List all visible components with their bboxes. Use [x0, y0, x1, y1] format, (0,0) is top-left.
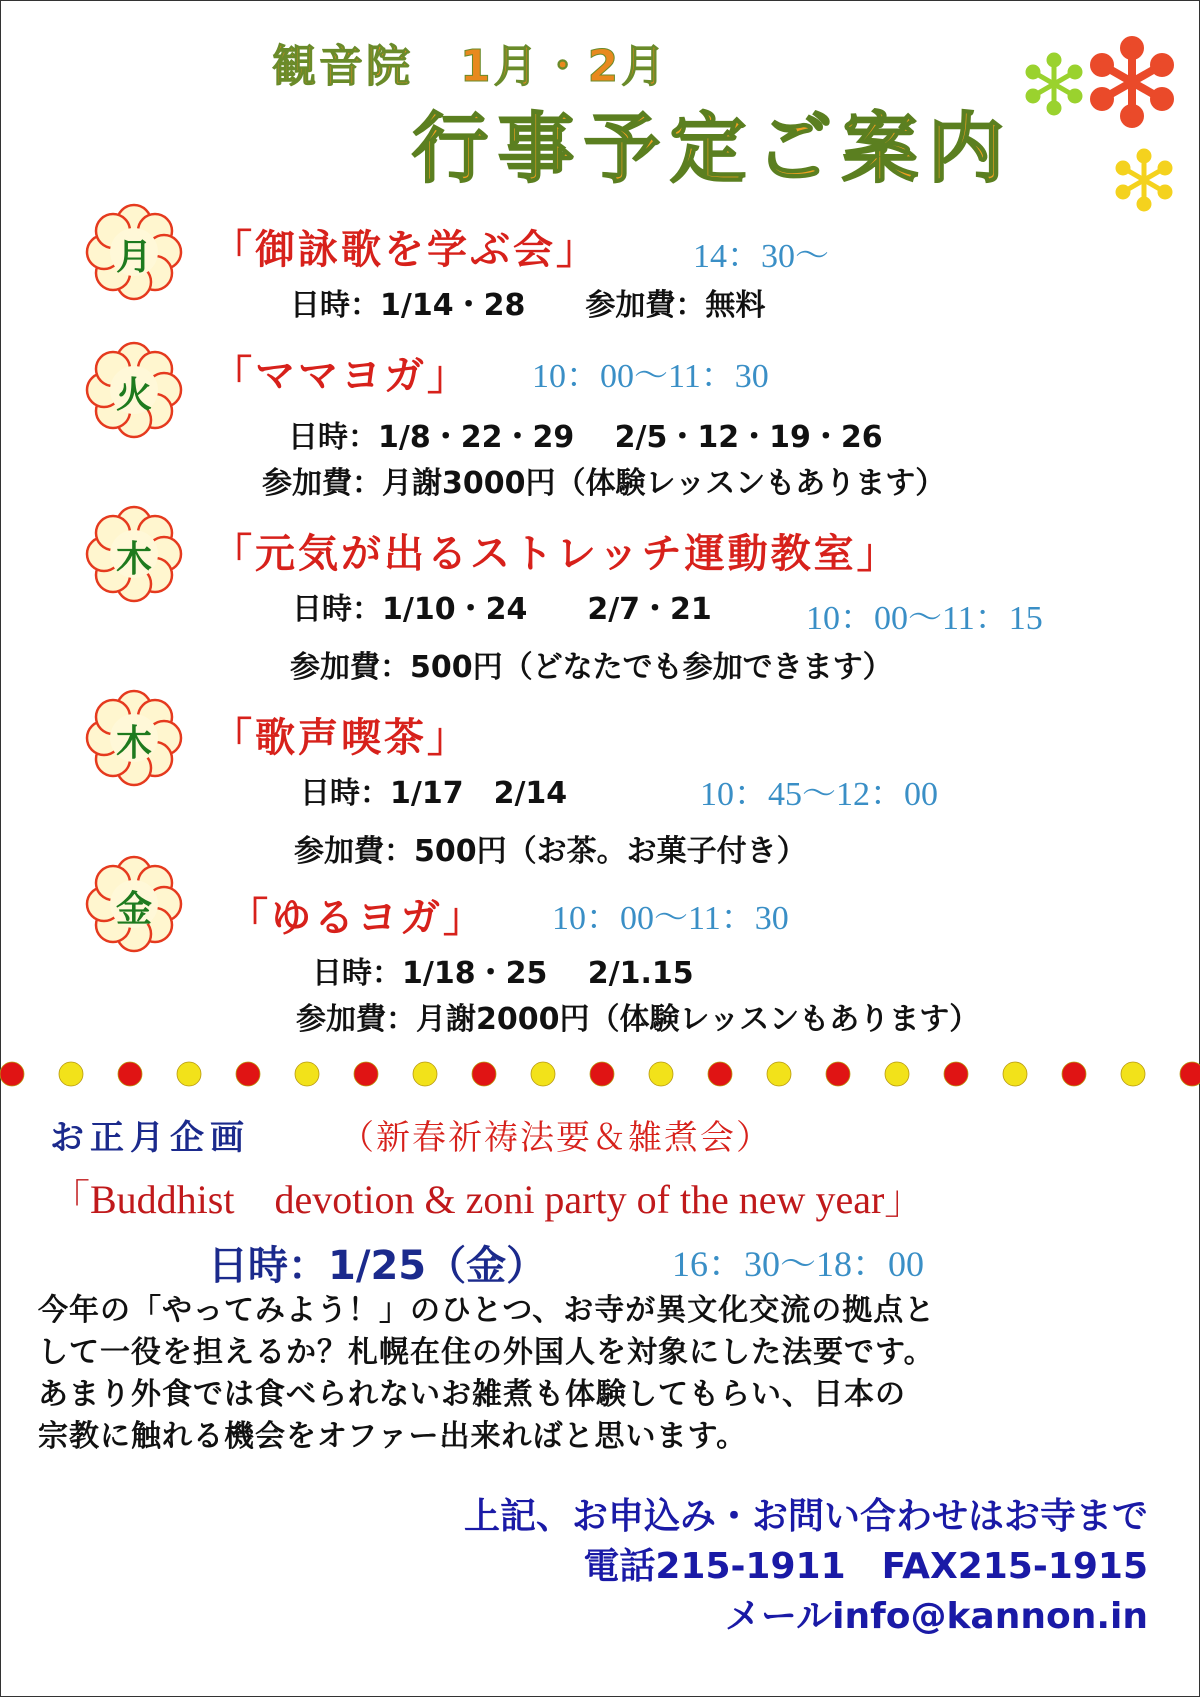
divider-dot — [354, 1062, 378, 1086]
snowflake-yellow-icon — [1110, 146, 1178, 214]
divider-dot — [531, 1062, 555, 1086]
event-time: 10：45～12：00 — [700, 776, 938, 813]
day-label: 火 — [115, 375, 152, 416]
event-time: 14：30～ — [693, 238, 829, 275]
divider-dot — [1003, 1062, 1027, 1086]
divider-dot — [767, 1062, 791, 1086]
divider-dot — [118, 1062, 142, 1086]
event-name: 「御詠歌を学ぶ会」 — [212, 227, 599, 273]
divider-dot — [472, 1062, 496, 1086]
event-date-line: 日時：1/8・22・29 2/5・12・19・26 — [288, 420, 883, 455]
divider-dot — [177, 1062, 201, 1086]
event-name: 「ゆるヨガ」 — [228, 895, 486, 941]
divider-dot — [649, 1062, 673, 1086]
day-label: 金 — [115, 889, 152, 930]
snowflake-red-icon — [1084, 34, 1180, 130]
header-subtitle: 観音院 1月・2月 — [272, 41, 669, 92]
divider-dot — [944, 1062, 968, 1086]
description-paragraph — [38, 1290, 935, 1458]
contact-note: 上記、お申込み・お問い合わせはお寺まで — [463, 1496, 1148, 1537]
event-fee-line: 参加費：500円（お茶。お菓子付き） — [294, 834, 807, 869]
divider-dot — [236, 1062, 260, 1086]
page-title: 行事予定ご案内 — [412, 104, 1014, 193]
day-label: 木 — [115, 539, 152, 580]
event-time: 10：00～11：30 — [552, 900, 789, 937]
event-date-line: 日時：1/17 2/14 — [300, 776, 568, 811]
divider-dot — [1180, 1062, 1200, 1086]
paragraph-line: 宗教に触れる機会をオファー出来ればと思います。 — [38, 1419, 748, 1454]
contact-email: メールinfo@kannon.in — [724, 1596, 1148, 1637]
divider-dot — [413, 1062, 437, 1086]
snowflake-green-icon — [1018, 48, 1090, 120]
divider-dot — [708, 1062, 732, 1086]
contact-phone-fax: 電話215-1911 FAX215-1915 — [583, 1546, 1148, 1587]
divider-dot — [1062, 1062, 1086, 1086]
new-year-subheading: （新春祈祷法要＆雑煮会） — [340, 1118, 772, 1158]
event-fee-line: 参加費：月謝3000円（体験レッスンもあります） — [262, 466, 946, 501]
divider-dot — [0, 1062, 24, 1086]
dotted-divider — [0, 1059, 1200, 1089]
event-fee-line: 参加費：500円（どなたでも参加できます） — [290, 650, 893, 685]
event-date-line: 日時：1/14・28 参加費：無料 — [290, 288, 766, 323]
divider-dot — [59, 1062, 83, 1086]
paragraph-line: あまり外食では食べられないお雑煮も体験してもらい、日本の — [38, 1377, 906, 1412]
new-year-heading: お正月企画 — [50, 1118, 250, 1158]
event-name: 「歌声喫茶」 — [212, 715, 470, 761]
english-title: 「Buddhist devotion & zoni party of the new year」 — [50, 1177, 925, 1222]
event-name: 「ママヨガ」 — [212, 353, 470, 399]
event-date-line: 日時：1/18・25 2/1.15 — [312, 956, 694, 991]
divider-dot — [295, 1062, 319, 1086]
divider-dot — [826, 1062, 850, 1086]
divider-dot — [1121, 1062, 1145, 1086]
paragraph-line: して一役を担えるか？札幌在住の外国人を対象にした法要です。 — [38, 1335, 935, 1370]
day-label: 木 — [115, 723, 152, 764]
divider-dot — [885, 1062, 909, 1086]
event-name: 「元気が出るストレッチ運動教室」 — [212, 531, 900, 577]
new-year-date: 日時：1/25（金） — [208, 1243, 547, 1289]
divider-dot — [590, 1062, 614, 1086]
event-time: 10：00～11：30 — [532, 358, 769, 395]
event-time: 10：00～11：15 — [806, 600, 1043, 637]
day-label: 月 — [115, 237, 152, 278]
event-date-line: 日時：1/10・24 2/7・21 — [292, 592, 712, 627]
paragraph-line: 今年の「やってみよう！」のひとつ、お寺が異文化交流の拠点と — [38, 1293, 936, 1328]
new-year-time: 16：30～18：00 — [672, 1244, 925, 1284]
event-fee-line: 参加費：月謝2000円（体験レッスンもあります） — [296, 1002, 980, 1037]
